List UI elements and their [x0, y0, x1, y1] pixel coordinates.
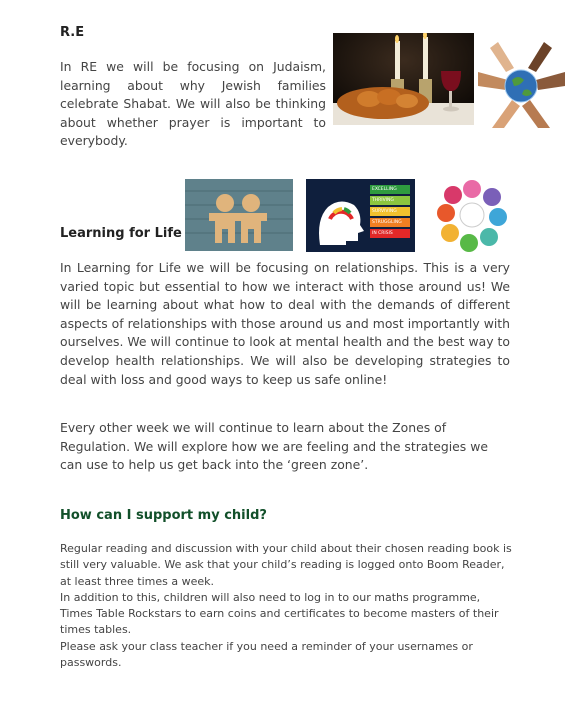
wellbeing-scale-list [370, 185, 410, 238]
support-heading: How can I support my child? [60, 508, 267, 523]
support-text [60, 541, 512, 671]
re-heading: R.E [60, 25, 85, 40]
learning-for-life-paragraph-2: Every other week we will continue to learn about the Zones of Regulation. We will explore how we are feeling and the strategies we can use to help us get back into the ‘green zone’. [60, 420, 488, 473]
scale-in-crisis: IN CRISIS [370, 229, 410, 238]
wooden-figures-image [185, 179, 293, 251]
learning-for-life-paragraph-1: In Learning for Life we will be focusing on relationships. This is a very varied topic but essential to how we interact with those around us! We will be learning about what how to deal with the demands of different aspects of relationships with those around us and most importantly with ourselves. We will continue to look at mental health and the best way to develop health relationships. We will also be developing strategies to deal with loss and good ways to keep us safe online! [60, 260, 510, 387]
support-line-3: Please ask your class teacher if you need a reminder of your usernames or passwords. [60, 639, 473, 670]
scale-surviving: SURVIVING [370, 207, 410, 216]
scale-struggling: STRUGGLING [370, 218, 410, 227]
wellbeing-wheel-image [435, 177, 509, 253]
hands-globe-image [478, 42, 565, 128]
re-paragraph: In RE we will be focusing on Judaism, learning about why Jewish families celebrate Shabat. We will also be thinking about whether prayer is important to everybody. [60, 59, 326, 149]
support-line-1: Regular reading and discussion with your child about their chosen reading book is still very valuable. We ask that your child’s reading is logged onto Boom Reader, at least three times a week. [60, 542, 512, 588]
learning-for-life-heading: Learning for Life [60, 226, 182, 241]
shabbat-challah-image [333, 33, 474, 125]
wellbeing-scale-image [306, 179, 415, 252]
scale-thriving: THRIVING [370, 196, 410, 205]
scale-excelling: EXCELLING [370, 185, 410, 194]
support-line-2: In addition to this, children will also need to log in to our maths programme, Times Table Rockstars to earn coins and certificates to become masters of their times tables. [60, 590, 499, 637]
